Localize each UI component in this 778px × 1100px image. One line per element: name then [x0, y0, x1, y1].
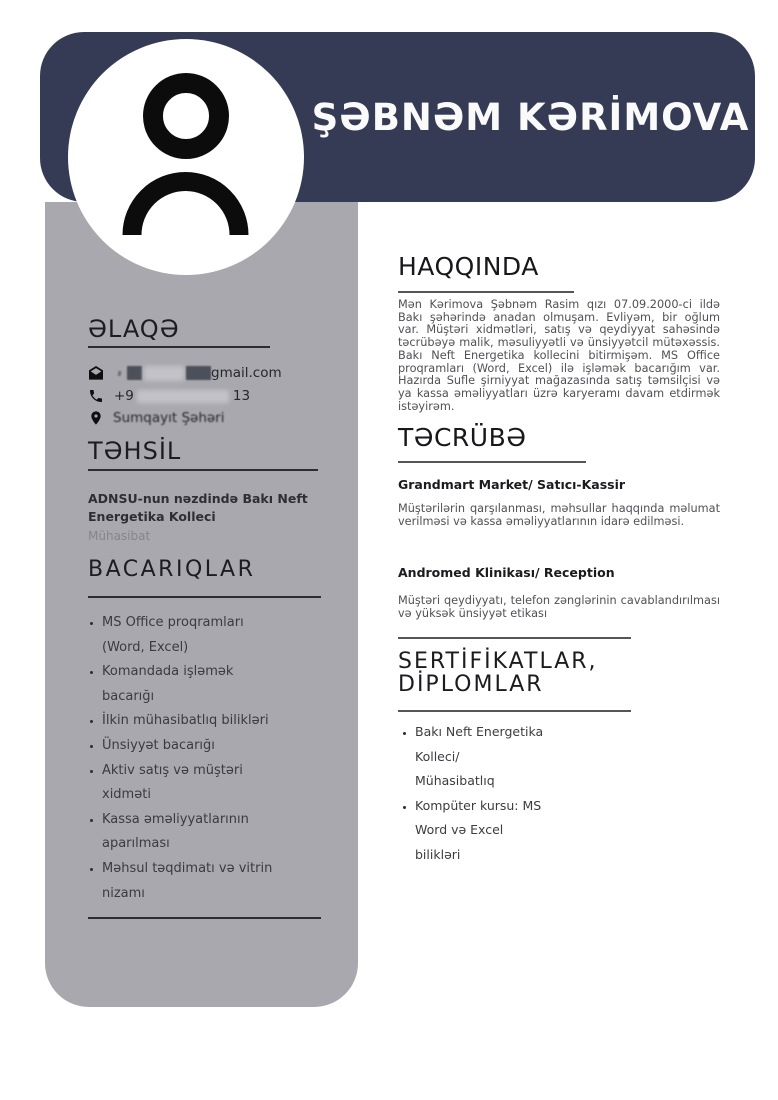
job-description: Müştərilərin qarşılanması, məhsullar haqqında məlumat verilməsi və kassa əməliyyatlarının idarə edilməsi. [398, 502, 720, 528]
certificates-heading-line1: SERTİFİKATLAR, [398, 649, 598, 674]
experience-underline [398, 461, 586, 463]
redaction-block [127, 366, 142, 380]
list-item: • Ünsiyyət bacarığı [102, 734, 340, 759]
list-item: • Kompüter kursu: MS Word və Excel bilikləri [415, 794, 737, 868]
certificates-bottom-rule [398, 710, 631, 712]
contact-location-row [88, 409, 340, 427]
skills-list [88, 611, 340, 906]
phone-icon [88, 388, 104, 404]
sidebar [45, 202, 358, 1007]
envelope-icon [88, 365, 104, 381]
email-visible-text: gmail.com [211, 365, 282, 381]
about-text: Mən Kərimova Şəbnəm Rasim qızı 07.09.2000-ci ildə Bakı şəhərində anadan olmuşam. Evliyəm, bir oğlum var. Müştəri xidmətləri, satış və qeydiyyat sahəsində təcrübəyə malik, məsuliyyətli və ünsiyyətcil mütəxəssis. Bakı Neft Energetika kollecini bitirmişəm. MS Office proqramları (Word, Excel) ilə işləmək bacarığım var. Hazırda Sufle şirniyyat mağazasında satış təmsilçisi və ya kassa əməliyyatları üzrə karyeramı davam etdirmək istəyirəm. [398, 298, 720, 413]
job-title: Andromed Klinikası/ Reception [398, 565, 615, 580]
certificates-heading [398, 650, 720, 696]
redaction-mark [118, 370, 122, 376]
education-school: ADNSU-nun nəzdində Bakı Neft Energetika Kolleci [88, 491, 308, 524]
location-pin-icon [88, 410, 104, 426]
phone-suffix: 13 [232, 388, 251, 404]
contact-heading: ƏLAQƏ [88, 315, 180, 343]
list-item: • Komandada işləmək bacarığı [102, 660, 340, 709]
job-title: Grandmart Market/ Satıcı-Kassir [398, 477, 626, 492]
job-description: Müştəri qeydiyyatı, telefon zənglərinin cavablandırılması və yüksək ünsiyyət etikası [398, 594, 720, 620]
list-item: • İlkin mühasibatlıq bilikləri [102, 709, 340, 734]
list-item: • Aktiv satış və müştəri xidməti [102, 759, 340, 808]
list-item: • Kassa əməliyyatlarının aparılması [102, 808, 340, 857]
education-field: Mühasibat [88, 529, 151, 543]
certificates-top-rule [398, 637, 631, 639]
list-item: • Məhsul təqdimatı və vitrin nizamı [102, 857, 340, 906]
certificates-heading-line2: DİPLOMLAR [398, 672, 544, 697]
contact-email-row [88, 364, 340, 382]
redaction-smear [144, 366, 184, 381]
redaction-smear [137, 390, 229, 403]
skills-heading: BACARIQLAR [88, 557, 256, 582]
about-underline [398, 291, 574, 293]
experience-heading: TƏCRÜBƏ [398, 423, 527, 452]
person-icon [68, 260, 304, 279]
skills-bottom-rule [88, 917, 321, 919]
certificates-list [398, 720, 737, 868]
phone-prefix: +9 [114, 388, 134, 404]
contact-phone-row [88, 387, 340, 405]
about-heading: HAQQINDA [398, 252, 539, 281]
list-item: • MS Office proqramları (Word, Excel) [102, 611, 340, 660]
education-heading: TƏHSİL [88, 437, 182, 465]
contact-underline [88, 346, 270, 348]
avatar [68, 39, 304, 275]
education-underline [88, 469, 318, 471]
skills-underline [88, 596, 321, 598]
list-item: • Bakı Neft Energetika Kolleci/ Mühasibatlıq [415, 720, 737, 794]
location-text: Sumqayıt Şəhəri [113, 410, 225, 426]
redaction-block [186, 366, 211, 380]
person-name: ŞƏBNƏM KƏRİMOVA [311, 95, 750, 139]
